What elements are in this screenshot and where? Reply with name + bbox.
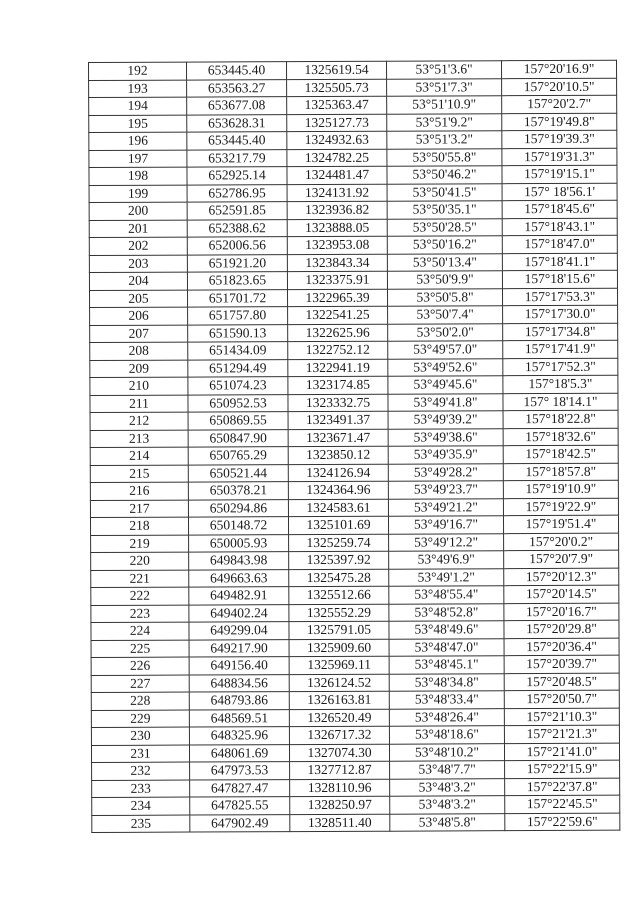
longitude-cell: 157°18'47.0" bbox=[502, 235, 617, 253]
longitude-cell: 157°18'32.6" bbox=[503, 428, 618, 446]
longitude-cell: 157°17'41.9" bbox=[503, 340, 618, 358]
point-number-cell: 199 bbox=[89, 185, 187, 203]
point-number-cell: 205 bbox=[89, 290, 187, 308]
y-coordinate-cell: 1324932.63 bbox=[287, 131, 387, 149]
longitude-cell: 157°17'34.8" bbox=[503, 323, 618, 341]
point-number-cell: 198 bbox=[89, 167, 187, 185]
table-row bbox=[92, 778, 620, 798]
point-number-cell: 228 bbox=[91, 692, 189, 710]
longitude-cell: 157°18'43.1" bbox=[502, 218, 617, 236]
longitude-cell: 157°18'41.1" bbox=[502, 253, 617, 271]
table-row bbox=[89, 253, 617, 273]
table-row bbox=[90, 515, 618, 535]
table-row bbox=[90, 375, 618, 395]
table-row bbox=[91, 725, 619, 745]
table-row bbox=[89, 235, 617, 255]
latitude-cell: 53°48'3.2" bbox=[390, 778, 505, 796]
point-number-cell: 200 bbox=[89, 202, 187, 220]
table-row bbox=[89, 165, 617, 185]
longitude-cell: 157°20'14.5" bbox=[504, 585, 619, 603]
x-coordinate-cell: 649156.40 bbox=[189, 657, 289, 675]
point-number-cell: 195 bbox=[89, 115, 187, 133]
y-coordinate-cell: 1325259.74 bbox=[289, 534, 389, 552]
y-coordinate-cell: 1325397.92 bbox=[289, 551, 389, 569]
y-coordinate-cell: 1325127.73 bbox=[287, 114, 387, 132]
y-coordinate-cell: 1325475.28 bbox=[289, 569, 389, 587]
longitude-cell: 157°21'21.3" bbox=[504, 725, 619, 743]
table-row bbox=[91, 708, 619, 728]
longitude-cell: 157°19'10.9" bbox=[503, 480, 618, 498]
longitude-cell: 157°20'10.5" bbox=[502, 78, 617, 96]
y-coordinate-cell: 1323936.82 bbox=[287, 201, 387, 219]
latitude-cell: 53°48'7.7" bbox=[390, 761, 505, 779]
y-coordinate-cell: 1323671.47 bbox=[288, 429, 388, 447]
point-number-cell: 222 bbox=[91, 587, 189, 605]
longitude-cell: 157°20'48.5" bbox=[504, 673, 619, 691]
latitude-cell: 53°49'1.2" bbox=[389, 568, 504, 586]
point-number-cell: 201 bbox=[89, 220, 187, 238]
point-number-cell: 226 bbox=[91, 657, 189, 675]
x-coordinate-cell: 650952.53 bbox=[188, 394, 288, 412]
x-coordinate-cell: 650148.72 bbox=[188, 517, 288, 535]
y-coordinate-cell: 1322965.39 bbox=[287, 289, 387, 307]
longitude-cell: 157°19'49.8" bbox=[502, 113, 617, 131]
longitude-cell: 157°18'22.8" bbox=[503, 410, 618, 428]
y-coordinate-cell: 1325909.60 bbox=[289, 639, 389, 657]
x-coordinate-cell: 648793.86 bbox=[189, 692, 289, 710]
table-row bbox=[91, 585, 619, 605]
longitude-cell: 157°20'16.9" bbox=[501, 60, 616, 78]
point-number-cell: 213 bbox=[90, 430, 188, 448]
latitude-cell: 53°49'21.2" bbox=[388, 498, 503, 516]
latitude-cell: 53°50'35.1" bbox=[387, 201, 502, 219]
x-coordinate-cell: 651590.13 bbox=[188, 324, 288, 342]
latitude-cell: 53°49'12.2" bbox=[389, 533, 504, 551]
y-coordinate-cell: 1323850.12 bbox=[288, 446, 388, 464]
y-coordinate-cell: 1328511.40 bbox=[290, 814, 390, 832]
y-coordinate-cell: 1324583.61 bbox=[288, 499, 388, 517]
x-coordinate-cell: 650869.55 bbox=[188, 412, 288, 430]
longitude-cell: 157°21'41.0" bbox=[504, 743, 619, 761]
longitude-cell: 157°19'51.4" bbox=[503, 515, 618, 533]
longitude-cell: 157°18'5.3" bbox=[503, 375, 618, 393]
x-coordinate-cell: 650005.93 bbox=[189, 534, 289, 552]
latitude-cell: 53°51'3.6" bbox=[386, 61, 501, 79]
x-coordinate-cell: 653217.79 bbox=[187, 149, 287, 167]
latitude-cell: 53°48'47.0" bbox=[389, 638, 504, 656]
point-number-cell: 216 bbox=[90, 482, 188, 500]
table-row bbox=[90, 340, 618, 360]
point-number-cell: 218 bbox=[90, 517, 188, 535]
longitude-cell: 157°22'15.9" bbox=[505, 760, 620, 778]
y-coordinate-cell: 1324126.94 bbox=[288, 464, 388, 482]
x-coordinate-cell: 649299.04 bbox=[189, 622, 289, 640]
latitude-cell: 53°48'55.4" bbox=[389, 586, 504, 604]
x-coordinate-cell: 648325.96 bbox=[189, 727, 289, 745]
y-coordinate-cell: 1323332.75 bbox=[288, 394, 388, 412]
table-row bbox=[90, 428, 618, 448]
point-number-cell: 196 bbox=[89, 132, 187, 150]
y-coordinate-cell: 1322752.12 bbox=[288, 341, 388, 359]
table-row bbox=[89, 95, 617, 115]
latitude-cell: 53°50'7.4" bbox=[388, 306, 503, 324]
point-number-cell: 214 bbox=[90, 447, 188, 465]
table-row bbox=[91, 533, 619, 553]
latitude-cell: 53°49'45.6" bbox=[388, 376, 503, 394]
table-row bbox=[90, 358, 618, 378]
table-row bbox=[91, 550, 619, 570]
longitude-cell: 157°20'16.7" bbox=[504, 603, 619, 621]
x-coordinate-cell: 651294.49 bbox=[188, 359, 288, 377]
y-coordinate-cell: 1323491.37 bbox=[288, 411, 388, 429]
point-number-cell: 223 bbox=[91, 605, 189, 623]
table-row bbox=[90, 305, 618, 325]
y-coordinate-cell: 1322625.96 bbox=[288, 324, 388, 342]
point-number-cell: 221 bbox=[91, 570, 189, 588]
table-row bbox=[90, 498, 618, 518]
x-coordinate-cell: 649663.63 bbox=[189, 569, 289, 587]
longitude-cell: 157°22'37.8" bbox=[505, 778, 620, 796]
point-number-cell: 203 bbox=[89, 255, 187, 273]
latitude-cell: 53°51'3.2" bbox=[387, 131, 502, 149]
y-coordinate-cell: 1326520.49 bbox=[289, 709, 389, 727]
longitude-cell: 157°20'50.7" bbox=[504, 690, 619, 708]
y-coordinate-cell: 1325552.29 bbox=[289, 604, 389, 622]
table-row bbox=[91, 620, 619, 640]
x-coordinate-cell: 653563.27 bbox=[187, 79, 287, 97]
table-row bbox=[91, 638, 619, 658]
x-coordinate-cell: 648061.69 bbox=[189, 744, 289, 762]
point-number-cell: 215 bbox=[90, 465, 188, 483]
y-coordinate-cell: 1324782.25 bbox=[287, 149, 387, 167]
x-coordinate-cell: 651921.20 bbox=[187, 254, 287, 272]
point-number-cell: 207 bbox=[90, 325, 188, 343]
y-coordinate-cell: 1323953.08 bbox=[287, 236, 387, 254]
latitude-cell: 53°50'9.9" bbox=[387, 271, 502, 289]
point-number-cell: 194 bbox=[89, 97, 187, 115]
y-coordinate-cell: 1325505.73 bbox=[287, 79, 387, 97]
latitude-cell: 53°51'9.2" bbox=[387, 113, 502, 131]
point-number-cell: 230 bbox=[91, 727, 189, 745]
longitude-cell: 157°17'53.3" bbox=[502, 288, 617, 306]
coordinates-table-body bbox=[89, 60, 620, 832]
latitude-cell: 53°48'10.2" bbox=[389, 743, 504, 761]
x-coordinate-cell: 653445.40 bbox=[187, 62, 287, 80]
x-coordinate-cell: 651757.80 bbox=[188, 307, 288, 325]
point-number-cell: 233 bbox=[92, 780, 190, 798]
point-number-cell: 209 bbox=[90, 360, 188, 378]
x-coordinate-cell: 650294.86 bbox=[188, 499, 288, 517]
point-number-cell: 202 bbox=[89, 237, 187, 255]
y-coordinate-cell: 1327712.87 bbox=[290, 761, 390, 779]
longitude-cell: 157° 18'14.1" bbox=[503, 393, 618, 411]
longitude-cell: 157°20'39.7" bbox=[504, 655, 619, 673]
table-row bbox=[89, 60, 617, 80]
longitude-cell: 157°22'45.5" bbox=[505, 795, 620, 813]
point-number-cell: 192 bbox=[89, 62, 187, 80]
table-row bbox=[89, 78, 617, 98]
point-number-cell: 232 bbox=[92, 762, 190, 780]
point-number-cell: 197 bbox=[89, 150, 187, 168]
table-row bbox=[91, 690, 619, 710]
latitude-cell: 53°48'26.4" bbox=[389, 708, 504, 726]
y-coordinate-cell: 1324364.96 bbox=[288, 481, 388, 499]
longitude-cell: 157°19'39.3" bbox=[502, 130, 617, 148]
table-row bbox=[90, 463, 618, 483]
y-coordinate-cell: 1322941.19 bbox=[288, 359, 388, 377]
x-coordinate-cell: 647973.53 bbox=[190, 762, 290, 780]
table-row bbox=[90, 323, 618, 343]
latitude-cell: 53°50'2.0" bbox=[388, 323, 503, 341]
y-coordinate-cell: 1323174.85 bbox=[288, 376, 388, 394]
x-coordinate-cell: 650521.44 bbox=[188, 464, 288, 482]
point-number-cell: 211 bbox=[90, 395, 188, 413]
x-coordinate-cell: 649482.91 bbox=[189, 587, 289, 605]
y-coordinate-cell: 1328250.97 bbox=[290, 796, 390, 814]
longitude-cell: 157° 18'56.1' bbox=[502, 183, 617, 201]
latitude-cell: 53°49'28.2" bbox=[388, 463, 503, 481]
longitude-cell: 157°20'12.3" bbox=[504, 568, 619, 586]
table-row bbox=[92, 813, 620, 833]
y-coordinate-cell: 1323843.34 bbox=[287, 254, 387, 272]
x-coordinate-cell: 649402.24 bbox=[189, 604, 289, 622]
longitude-cell: 157°18'57.8" bbox=[503, 463, 618, 481]
longitude-cell: 157°19'22.9" bbox=[503, 498, 618, 516]
latitude-cell: 53°48'49.6" bbox=[389, 621, 504, 639]
y-coordinate-cell: 1326717.32 bbox=[289, 726, 389, 744]
x-coordinate-cell: 650847.90 bbox=[188, 429, 288, 447]
point-number-cell: 217 bbox=[90, 500, 188, 518]
point-number-cell: 212 bbox=[90, 412, 188, 430]
latitude-cell: 53°48'3.2" bbox=[390, 796, 505, 814]
longitude-cell: 157°19'15.1" bbox=[502, 165, 617, 183]
latitude-cell: 53°50'5.8" bbox=[387, 288, 502, 306]
latitude-cell: 53°48'52.8" bbox=[389, 603, 504, 621]
longitude-cell: 157°17'52.3" bbox=[503, 358, 618, 376]
coordinates-table bbox=[88, 60, 620, 833]
x-coordinate-cell: 648569.51 bbox=[189, 709, 289, 727]
x-coordinate-cell: 651701.72 bbox=[187, 289, 287, 307]
table-row bbox=[90, 393, 618, 413]
point-number-cell: 219 bbox=[91, 535, 189, 553]
y-coordinate-cell: 1322541.25 bbox=[288, 306, 388, 324]
latitude-cell: 53°49'41.8" bbox=[388, 393, 503, 411]
table-row bbox=[90, 445, 618, 465]
longitude-cell: 157°18'42.5" bbox=[503, 445, 618, 463]
x-coordinate-cell: 652006.56 bbox=[187, 237, 287, 255]
latitude-cell: 53°48'33.4" bbox=[389, 691, 504, 709]
latitude-cell: 53°49'6.9" bbox=[389, 551, 504, 569]
x-coordinate-cell: 652591.85 bbox=[187, 202, 287, 220]
longitude-cell: 157°18'45.6" bbox=[502, 200, 617, 218]
latitude-cell: 53°48'5.8" bbox=[390, 813, 505, 831]
table-row bbox=[89, 288, 617, 308]
x-coordinate-cell: 647825.55 bbox=[190, 797, 290, 815]
x-coordinate-cell: 652388.62 bbox=[187, 219, 287, 237]
table-row bbox=[91, 673, 619, 693]
longitude-cell: 157°20'0.2" bbox=[504, 533, 619, 551]
x-coordinate-cell: 647902.49 bbox=[190, 814, 290, 832]
latitude-cell: 53°50'16.2" bbox=[387, 236, 502, 254]
x-coordinate-cell: 650378.21 bbox=[188, 482, 288, 500]
x-coordinate-cell: 653677.08 bbox=[187, 97, 287, 115]
point-number-cell: 208 bbox=[90, 342, 188, 360]
y-coordinate-cell: 1326124.52 bbox=[289, 674, 389, 692]
table-row bbox=[89, 218, 617, 238]
table-row bbox=[91, 603, 619, 623]
latitude-cell: 53°49'35.9" bbox=[388, 446, 503, 464]
point-number-cell: 225 bbox=[91, 640, 189, 658]
x-coordinate-cell: 649843.98 bbox=[189, 552, 289, 570]
y-coordinate-cell: 1325791.05 bbox=[289, 621, 389, 639]
point-number-cell: 193 bbox=[89, 80, 187, 98]
table-row bbox=[92, 760, 620, 780]
x-coordinate-cell: 651434.09 bbox=[188, 342, 288, 360]
longitude-cell: 157°22'59.6" bbox=[505, 813, 620, 831]
longitude-cell: 157°20'2.7" bbox=[502, 95, 617, 113]
x-coordinate-cell: 653628.31 bbox=[187, 114, 287, 132]
y-coordinate-cell: 1324481.47 bbox=[287, 166, 387, 184]
latitude-cell: 53°49'52.6" bbox=[388, 358, 503, 376]
table-row bbox=[89, 113, 617, 133]
y-coordinate-cell: 1325512.66 bbox=[289, 586, 389, 604]
point-number-cell: 206 bbox=[90, 307, 188, 325]
x-coordinate-cell: 652786.95 bbox=[187, 184, 287, 202]
point-number-cell: 210 bbox=[90, 377, 188, 395]
latitude-cell: 53°49'38.6" bbox=[388, 428, 503, 446]
longitude-cell: 157°20'7.9" bbox=[504, 550, 619, 568]
table-row bbox=[91, 655, 619, 675]
point-number-cell: 224 bbox=[91, 622, 189, 640]
x-coordinate-cell: 648834.56 bbox=[189, 674, 289, 692]
x-coordinate-cell: 650765.29 bbox=[188, 447, 288, 465]
longitude-cell: 157°20'29.8" bbox=[504, 620, 619, 638]
table-row bbox=[89, 183, 617, 203]
y-coordinate-cell: 1325619.54 bbox=[287, 61, 387, 79]
longitude-cell: 157°21'10.3" bbox=[504, 708, 619, 726]
latitude-cell: 53°51'10.9" bbox=[387, 96, 502, 114]
y-coordinate-cell: 1323375.91 bbox=[287, 271, 387, 289]
x-coordinate-cell: 652925.14 bbox=[187, 167, 287, 185]
y-coordinate-cell: 1325969.11 bbox=[289, 656, 389, 674]
longitude-cell: 157°19'31.3" bbox=[502, 148, 617, 166]
point-number-cell: 227 bbox=[91, 675, 189, 693]
longitude-cell: 157°18'15.6" bbox=[502, 270, 617, 288]
latitude-cell: 53°48'18.6" bbox=[389, 726, 504, 744]
longitude-cell: 157°20'36.4" bbox=[504, 638, 619, 656]
y-coordinate-cell: 1323888.05 bbox=[287, 219, 387, 237]
point-number-cell: 235 bbox=[92, 815, 190, 833]
latitude-cell: 53°51'7.3" bbox=[387, 78, 502, 96]
longitude-cell: 157°17'30.0" bbox=[503, 305, 618, 323]
table-row bbox=[92, 795, 620, 815]
table-row bbox=[90, 480, 618, 500]
x-coordinate-cell: 649217.90 bbox=[189, 639, 289, 657]
latitude-cell: 53°50'46.2" bbox=[387, 166, 502, 184]
point-number-cell: 231 bbox=[91, 745, 189, 763]
y-coordinate-cell: 1324131.92 bbox=[287, 184, 387, 202]
y-coordinate-cell: 1325101.69 bbox=[288, 516, 388, 534]
latitude-cell: 53°50'13.4" bbox=[387, 253, 502, 271]
latitude-cell: 53°48'45.1" bbox=[389, 656, 504, 674]
table-row bbox=[89, 270, 617, 290]
table-row bbox=[89, 148, 617, 168]
y-coordinate-cell: 1326163.81 bbox=[289, 691, 389, 709]
latitude-cell: 53°50'55.8" bbox=[387, 148, 502, 166]
table-row bbox=[89, 130, 617, 150]
point-number-cell: 229 bbox=[91, 710, 189, 728]
latitude-cell: 53°48'34.8" bbox=[389, 673, 504, 691]
latitude-cell: 53°49'23.7" bbox=[388, 481, 503, 499]
point-number-cell: 220 bbox=[91, 552, 189, 570]
latitude-cell: 53°50'41.5" bbox=[387, 183, 502, 201]
x-coordinate-cell: 651823.65 bbox=[187, 272, 287, 290]
latitude-cell: 53°49'16.7" bbox=[388, 516, 503, 534]
x-coordinate-cell: 653445.40 bbox=[187, 132, 287, 150]
point-number-cell: 234 bbox=[92, 797, 190, 815]
table-row bbox=[91, 568, 619, 588]
x-coordinate-cell: 647827.47 bbox=[190, 779, 290, 797]
y-coordinate-cell: 1325363.47 bbox=[287, 96, 387, 114]
latitude-cell: 53°50'28.5" bbox=[387, 218, 502, 236]
y-coordinate-cell: 1327074.30 bbox=[289, 744, 389, 762]
point-number-cell: 204 bbox=[89, 272, 187, 290]
latitude-cell: 53°49'39.2" bbox=[388, 411, 503, 429]
table-row bbox=[91, 743, 619, 763]
latitude-cell: 53°49'57.0" bbox=[388, 341, 503, 359]
table-row bbox=[90, 410, 618, 430]
x-coordinate-cell: 651074.23 bbox=[188, 377, 288, 395]
y-coordinate-cell: 1328110.96 bbox=[290, 779, 390, 797]
table-row bbox=[89, 200, 617, 220]
